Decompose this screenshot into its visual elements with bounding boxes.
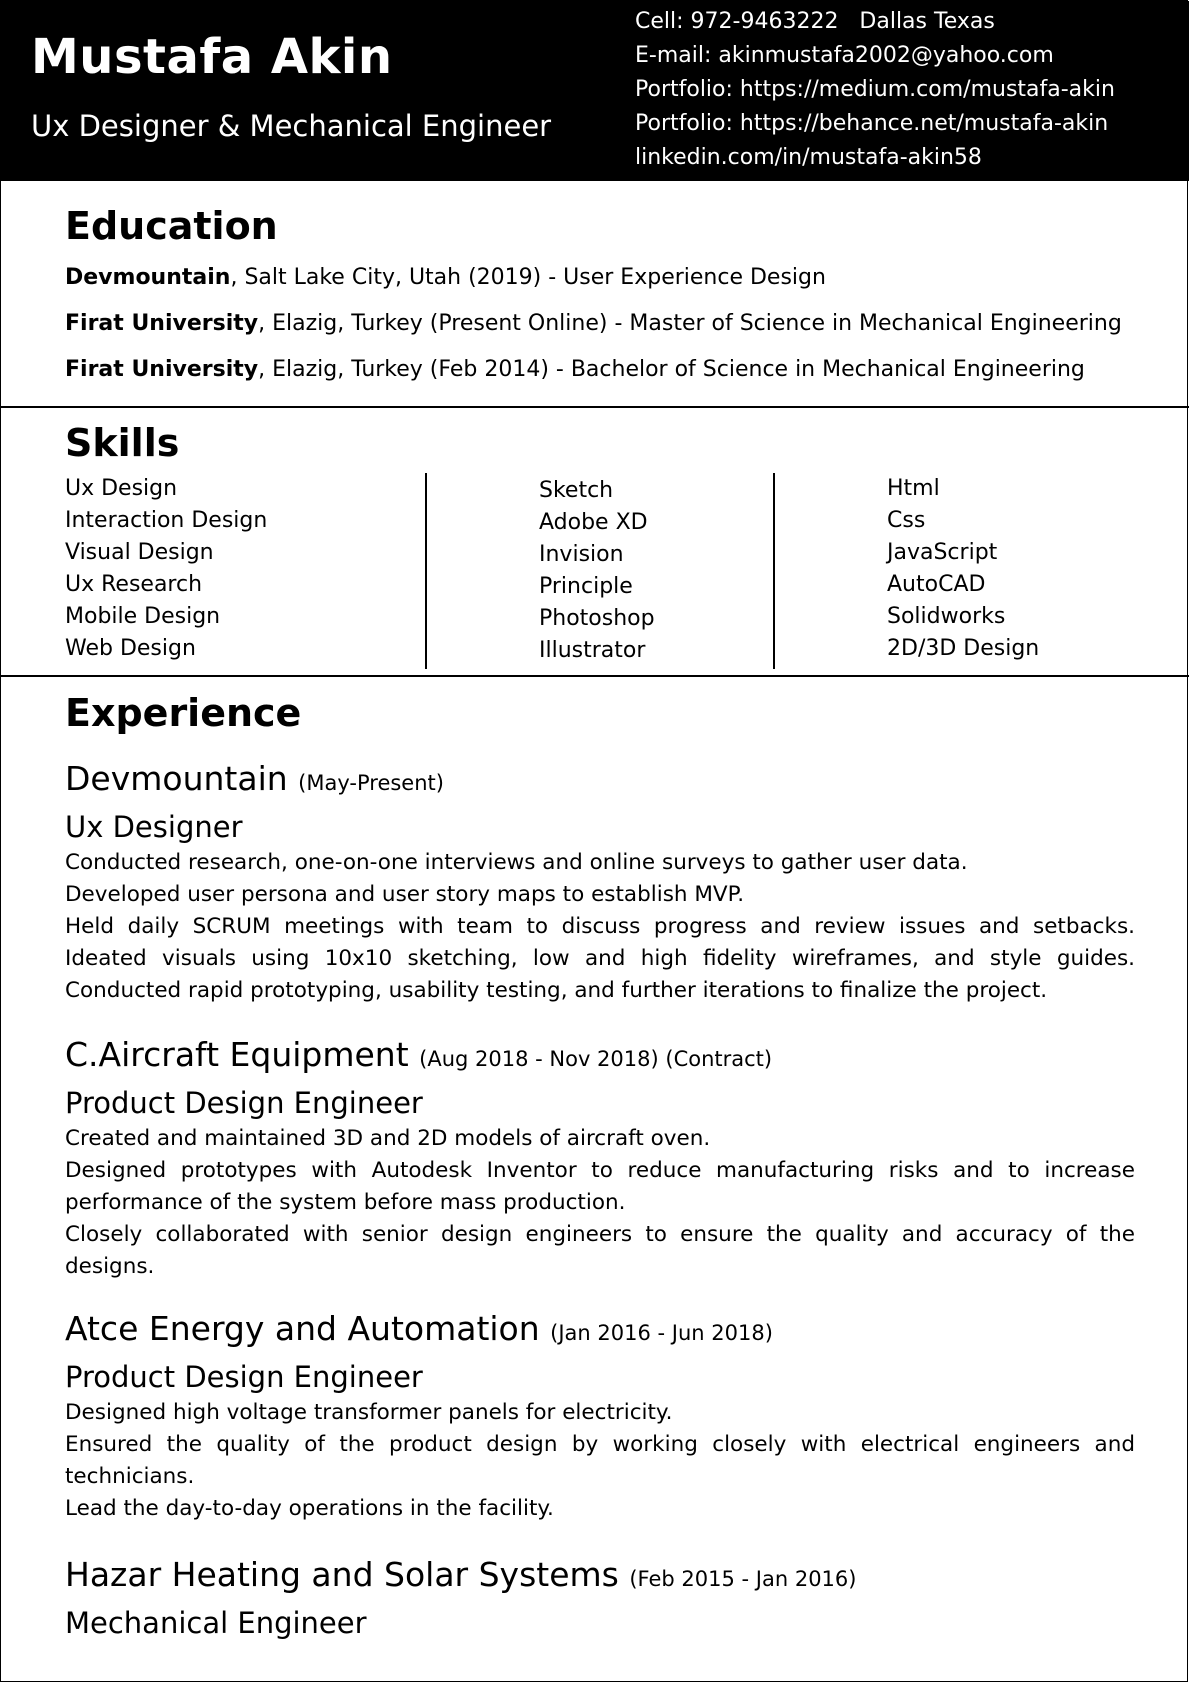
contact-phone-location: Cell: 972-9463222 Dallas Texas bbox=[635, 9, 995, 34]
company-line bbox=[65, 759, 1135, 803]
education-entry bbox=[65, 357, 1085, 382]
experience-entry bbox=[65, 759, 1135, 1007]
skills-column-divider bbox=[773, 473, 775, 669]
experience-entry bbox=[65, 1309, 1135, 1525]
job-duties-text: Conducted research, one-on-one interviews and online surveys to gather user data. Developed user persona and user story maps to establish MVP. Held daily SCRUM meetings with team to discuss progress and review issues and setbacks. Ideated visuals using 10x10 sketching, low and high fidelity wireframes, and style guides. Conducted rapid prototyping, usability testing, and further iterations to finalize the project. bbox=[65, 850, 1135, 1003]
education-detail: , Salt Lake City, Utah (2019) - User Experience Design bbox=[230, 265, 826, 290]
education-school: Firat University bbox=[65, 357, 259, 382]
job-duties bbox=[65, 847, 1135, 1007]
contact-portfolio-behance[interactable]: Portfolio: https://behance.net/mustafa-akin bbox=[635, 111, 1109, 136]
candidate-name: Mustafa Akin bbox=[31, 29, 393, 85]
skill-item: Invision bbox=[539, 542, 624, 567]
contact-portfolio-medium[interactable]: Portfolio: https://medium.com/mustafa-akin bbox=[635, 77, 1115, 102]
job-dates: (Jan 2016 - Jun 2018) bbox=[550, 1321, 773, 1345]
skill-item: Visual Design bbox=[65, 540, 214, 565]
job-duties-text: Designed high voltage transformer panels for electricity. Ensured the quality of the product design by working closely with electrical engineers and technicians. Lead the day-to-day operations in the facility. bbox=[65, 1400, 1135, 1521]
education-entry bbox=[65, 265, 826, 290]
skill-item: AutoCAD bbox=[887, 572, 986, 597]
company-line bbox=[65, 1035, 1135, 1079]
skill-item: JavaScript bbox=[887, 540, 998, 565]
education-detail: , Elazig, Turkey (Feb 2014) - Bachelor of Science in Mechanical Engineering bbox=[258, 357, 1085, 382]
skill-item: Ux Research bbox=[65, 572, 203, 597]
company-name: Atce Energy and Automation bbox=[65, 1309, 540, 1348]
experience-heading: Experience bbox=[65, 691, 302, 735]
skills-column-tools bbox=[539, 475, 655, 667]
skill-item: Web Design bbox=[65, 636, 196, 661]
skill-item: 2D/3D Design bbox=[887, 636, 1040, 661]
skill-item: Sketch bbox=[539, 478, 614, 503]
education-entry bbox=[65, 311, 1122, 336]
skill-item: Mobile Design bbox=[65, 604, 221, 629]
job-dates: (May-Present) bbox=[298, 771, 444, 795]
skills-column-tech bbox=[887, 473, 1039, 665]
contact-linkedin[interactable]: linkedin.com/in/mustafa-akin58 bbox=[635, 145, 982, 170]
candidate-title: Ux Designer & Mechanical Engineer bbox=[31, 109, 552, 143]
company-name: Hazar Heating and Solar Systems bbox=[65, 1555, 619, 1594]
skill-item: Illustrator bbox=[539, 638, 646, 663]
job-dates: (Feb 2015 - Jan 2016) bbox=[629, 1567, 857, 1591]
job-role: Mechanical Engineer bbox=[65, 1606, 367, 1640]
company-name: Devmountain bbox=[65, 759, 288, 798]
education-school: Firat University bbox=[65, 311, 259, 336]
education-heading: Education bbox=[65, 204, 278, 248]
company-line bbox=[65, 1309, 1135, 1353]
section-divider bbox=[1, 406, 1189, 408]
skills-column-divider bbox=[425, 473, 427, 669]
job-role: Product Design Engineer bbox=[65, 1360, 423, 1394]
skills-heading: Skills bbox=[65, 421, 180, 465]
contact-email[interactable]: E-mail: akinmustafa2002@yahoo.com bbox=[635, 43, 1054, 68]
skill-item: Solidworks bbox=[887, 604, 1006, 629]
job-role: Product Design Engineer bbox=[65, 1086, 423, 1120]
job-role: Ux Designer bbox=[65, 810, 243, 844]
company-line bbox=[65, 1555, 1135, 1599]
education-detail: , Elazig, Turkey (Present Online) - Master of Science in Mechanical Engineering bbox=[258, 311, 1122, 336]
education-school: Devmountain bbox=[65, 265, 231, 290]
experience-entry bbox=[65, 1035, 1135, 1283]
job-duties bbox=[65, 1397, 1135, 1525]
contact-info bbox=[635, 5, 1115, 175]
experience-entry bbox=[65, 1555, 1135, 1643]
skill-item: Principle bbox=[539, 574, 633, 599]
skill-item: Html bbox=[887, 476, 940, 501]
skill-item: Interaction Design bbox=[65, 508, 268, 533]
skill-item: Adobe XD bbox=[539, 510, 648, 535]
job-duties-text: Created and maintained 3D and 2D models of aircraft oven. Designed prototypes with Autodesk Inventor to reduce manufacturing risks and to increase performance of the system before mass production. Closely collaborated with senior design engineers to ensure the quality and accuracy of the designs. bbox=[65, 1126, 1135, 1279]
company-name: C.Aircraft Equipment bbox=[65, 1035, 409, 1074]
skills-column-design bbox=[65, 473, 267, 665]
skill-item: Css bbox=[887, 508, 926, 533]
header bbox=[1, 1, 1189, 181]
skill-item: Photoshop bbox=[539, 606, 655, 631]
job-duties bbox=[65, 1123, 1135, 1283]
skill-item: Ux Design bbox=[65, 476, 178, 501]
job-dates: (Aug 2018 - Nov 2018) (Contract) bbox=[419, 1047, 773, 1071]
section-divider bbox=[1, 675, 1189, 677]
